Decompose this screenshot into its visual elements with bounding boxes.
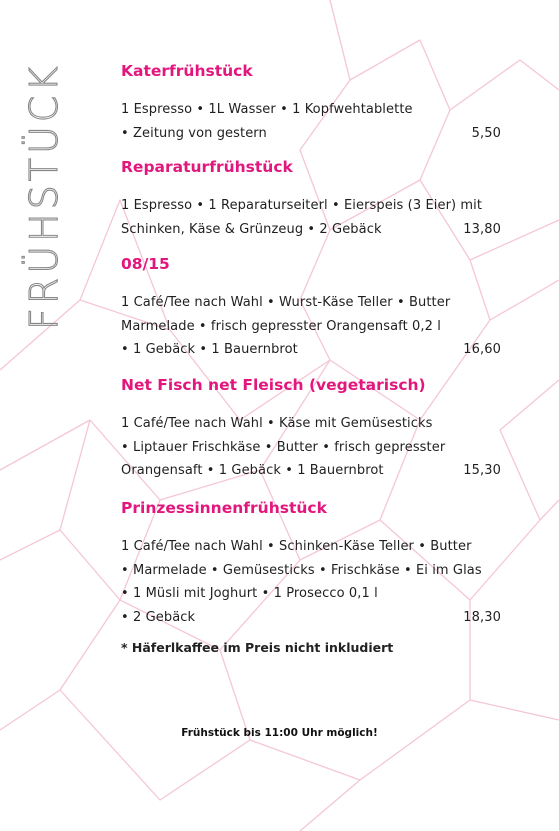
item-line: 1 Espresso • 1 Reparaturseiterl • Eierspeis (3 Eier) mit [121,198,483,213]
footer-breakfast-hours: Frühstück bis 11:00 Uhr möglich! [181,727,378,739]
coffee-note: * Häferlkaffee im Preis nicht inkludiert [121,640,394,655]
section-prinzessinnenfruehstueck [121,498,501,629]
section-title: Reparaturfrühstück [121,158,293,176]
item-line [121,459,501,483]
item-line-text: • 1 Gebäck • 1 Bauernbrot [121,342,298,357]
price: 18,30 [463,609,501,625]
price: 13,80 [463,221,501,237]
item-line: 1 Café/Tee nach Wahl • Wurst-Käse Teller • Butter [121,295,451,310]
item-line-text: • 2 Gebäck [121,609,196,625]
section-08-15 [121,254,501,362]
item-line: 1 Espresso • 1L Wasser • 1 Kopfwehtablette [121,102,413,117]
section-title: 08/15 [121,255,170,273]
side-title-fruehstueck: FRÜHSTÜCK [22,62,66,330]
item-line: Marmelade • frisch gepresster Orangensaft 0,2 l [121,318,441,334]
item-line [121,218,501,242]
section-katerfruehstueck [121,61,501,145]
price: 5,50 [471,125,501,141]
item-line-text: • Zeitung von gestern [121,125,267,141]
item-line [121,338,501,362]
price: 16,60 [463,342,501,357]
item-line: • 1 Müsli mit Joghurt • 1 Prosecco 0,1 l [121,586,378,601]
price: 15,30 [463,463,501,478]
item-line: 1 Café/Tee nach Wahl • Schinken-Käse Teller • Butter [121,539,472,554]
section-title: Prinzessinnenfrühstück [121,499,327,517]
item-line-text: Orangensaft • 1 Gebäck • 1 Bauernbrot [121,463,384,478]
section-title: Katerfrühstück [121,62,253,80]
section-reparaturfruehstueck [121,157,501,241]
item-line: • Marmelade • Gemüsesticks • Frischkäse • Ei im Glas [121,562,482,578]
section-vegetarisch [121,375,501,483]
item-line [121,606,501,630]
item-line [121,122,501,146]
item-line-text: Schinken, Käse & Grünzeug • 2 Gebäck [121,221,382,237]
item-line: • Liptauer Frischkäse • Butter • frisch gepresster [121,439,446,455]
section-title: Net Fisch net Fleisch (vegetarisch) [121,376,426,394]
item-line: 1 Café/Tee nach Wahl • Käse mit Gemüsesticks [121,416,433,431]
